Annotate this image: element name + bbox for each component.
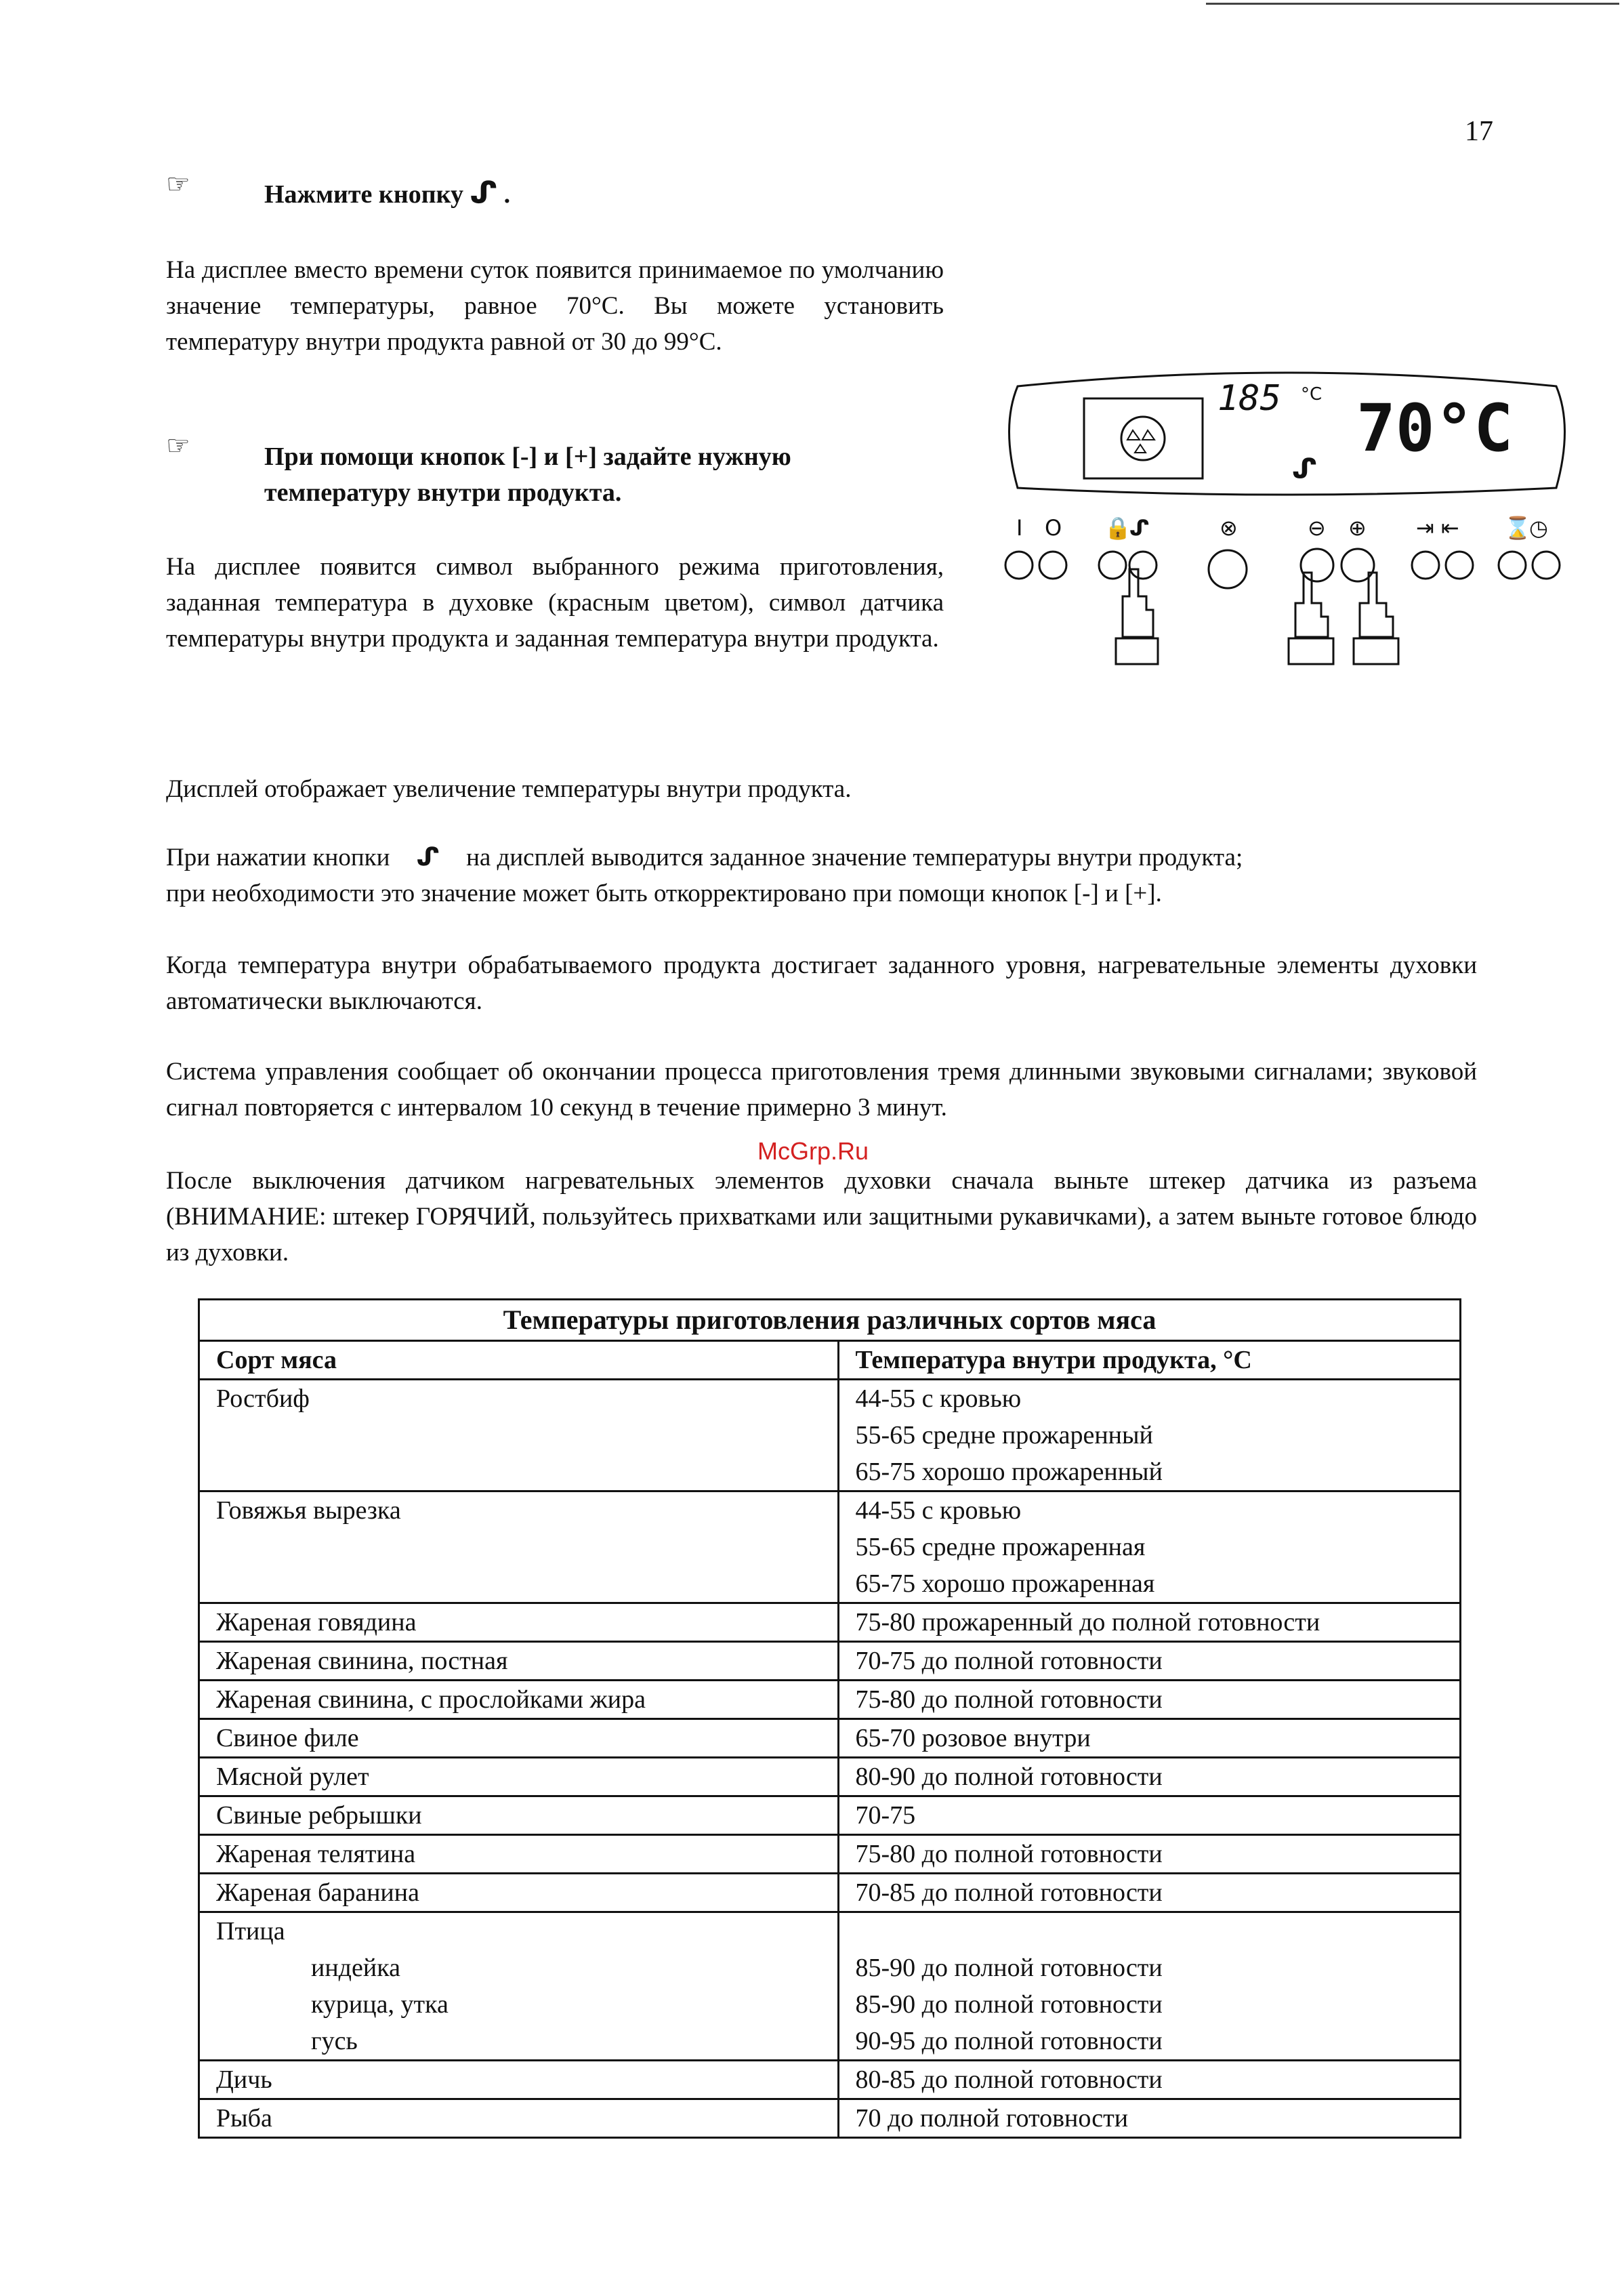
step2-line1: При помощи кнопок [-] и [+] задайте нужную [264,442,791,471]
button-symbols [1016,515,1548,541]
column-header-meat: Сорт мяса [199,1341,839,1380]
clock-icon: ◷ [1529,515,1548,541]
paragraph-probe-button [166,839,1477,911]
meat-name: Мясной рулет [199,1758,839,1796]
step2-line2: температуру внутри продукта. [264,478,622,507]
meat-name: Жареная телятина [199,1835,839,1874]
pointing-hand-icon-2: ☞ [166,430,190,461]
paragraph-remove-plug: После выключения датчиком нагревательных элементов духовки сначала выньте штекер датчика из разъема (ВНИМАНИЕ: штекер ГОРЯЧИЙ, пользуйтесь прихватками или защитными рукавичками), а затем выньте готовое блюдо из духовки. [166,1167,1477,1267]
table-row [199,1758,1461,1796]
probe-symbol-icon: ᔑ [1292,453,1317,485]
fan-off-icon: ⊗ [1220,515,1238,541]
meat-name: Жареная говядина [199,1603,839,1642]
table-row [199,1835,1461,1874]
column-header-temperature: Температура внутри продукта, °С [838,1341,1460,1380]
meat-subtype: гусь [311,2027,358,2055]
step2-instruction [264,439,942,511]
table-row [199,1642,1461,1681]
paragraph-temperature-increase: Дисплей отображает увеличение температуры внутри продукта. [166,775,852,803]
temperature-value: 80-85 до полной готовности [838,2061,1460,2099]
meat-name-group [199,1912,839,2061]
table-row [199,1380,1461,1491]
temperature-value: 85-90 до полной готовности [855,1990,1163,2019]
para4-line2: при необходимости это значение может быть откорректировано при помощи кнопок [-] и [+]. [166,880,1162,907]
temperature-value: 90-95 до полной готовности [855,2027,1163,2055]
table-row [199,2061,1461,2099]
button-row [1005,549,1560,588]
table-row [199,2099,1461,2138]
meat-subtype: курица, утка [311,1990,449,2019]
meat-name: Жареная свинина, постная [199,1642,839,1681]
top-rule [1206,3,1619,5]
core-temperature-readout: 70°C [1356,390,1514,466]
off-symbol-icon: O [1045,515,1062,541]
watermark: McGrp.Ru [757,1137,869,1165]
lock-icon: 🔒 [1104,515,1131,541]
on-symbol-icon: I [1016,515,1023,541]
pressing-hand-icon [1116,569,1398,664]
meat-name: Жареная свинина, с прослойками жира [199,1681,839,1719]
temperature-cell [838,1912,1460,2061]
meat-name: Дичь [199,2061,839,2099]
meat-name: Ростбиф [199,1380,839,1491]
table-row [199,1603,1461,1642]
temperature-value: 75-80 прожаренный до полной готовности [838,1603,1460,1642]
step1-label: Нажмите кнопку [264,180,463,209]
temperature-value: 44-55 с кровью [855,1496,1022,1525]
meat-temperature-table [198,1298,1461,2139]
meat-name: Говяжья вырезка [199,1491,839,1603]
meat-name: Птица [216,1917,285,1946]
end-time-icon: ⇤ [1441,515,1459,541]
temperature-value: 65-75 хорошо прожаренная [855,1569,1155,1598]
table-row [199,1912,1461,2061]
table-title: Температуры приготовления различных сортов мяса [199,1300,1461,1341]
pointing-hand-icon: ☞ [166,169,190,199]
temperature-value: 55-65 средне прожаренная [855,1533,1146,1561]
paragraph-display-symbols: На дисплее появится символ выбранного режима приготовления, заданная температура в духовке (красным цветом), символ датчика температуры внутри продукта и заданная температура внутри продукта. [166,553,944,653]
page-number: 17 [1465,116,1493,147]
para4-after: на дисплей выводится заданное значение температуры внутри продукта; [466,844,1243,871]
temperature-value: 70-75 [838,1796,1460,1835]
temperature-value: 44-55 с кровью [855,1384,1022,1413]
control-panel-illustration [991,366,1583,684]
temperature-value: 85-90 до полной готовности [855,1954,1163,1982]
table-row [199,1491,1461,1603]
table-row [199,1796,1461,1835]
temperature-value: 80-90 до полной готовности [838,1758,1460,1796]
duration-icon: ⇥ [1416,515,1434,541]
temperature-value: 70-75 до полной готовности [838,1642,1460,1681]
paragraph-default-temp: На дисплее вместо времени суток появится принимаемое по умолчанию значение температуры, равное 70°С. Вы можете установить температуру внутри продукта равной от 30 до 99°С. [166,256,944,356]
paragraph-signal: Система управления сообщает об окончании процесса приготовления тремя длинными звуковыми сигналами; звуковой сигнал повторяется с интервалом 10 секунд в течение примерно 3 минут. [166,1058,1477,1121]
meat-name: Свиное филе [199,1719,839,1758]
oven-temperature-readout: 185 [1217,378,1281,419]
meat-name: Свиные ребрышки [199,1796,839,1835]
timer-icon: ⌛ [1504,515,1531,541]
minus-icon: ⊖ [1308,515,1326,541]
probe-inline-icon: ᔑ [416,842,440,871]
control-panel-drawing [991,366,1583,684]
step1-end: . [503,180,511,209]
paragraph-elements-off: Когда температура внутри обрабатываемого продукта достигает заданного уровня, нагревательные элементы духовки автоматически выключаются. [166,951,1477,1015]
core-probe-icon: ᔑ [470,176,498,210]
temperature-value: 75-80 до полной готовности [838,1835,1460,1874]
meat-subtype: индейка [311,1954,400,1982]
oven-temperature-unit: °C [1301,384,1323,405]
plus-icon: ⊕ [1348,515,1367,541]
temperature-value: 70-85 до полной готовности [838,1874,1460,1912]
temperature-cell [838,1491,1460,1603]
table-row [199,1719,1461,1758]
table-row [199,1681,1461,1719]
temperature-value: 55-65 средне прожаренный [855,1421,1153,1449]
table-row [199,1874,1461,1912]
meat-name: Рыба [199,2099,839,2138]
temperature-value: 65-75 хорошо прожаренный [855,1458,1163,1486]
para4-before: При нажатии кнопки [166,844,390,871]
meat-name: Жареная баранина [199,1874,839,1912]
temperature-cell [838,1380,1460,1491]
temperature-value: 75-80 до полной готовности [838,1681,1460,1719]
probe-button-icon: ᔑ [1129,515,1150,541]
temperature-value: 65-70 розовое внутри [838,1719,1460,1758]
temperature-value: 70 до полной готовности [838,2099,1460,2138]
step1-instruction [264,175,510,213]
